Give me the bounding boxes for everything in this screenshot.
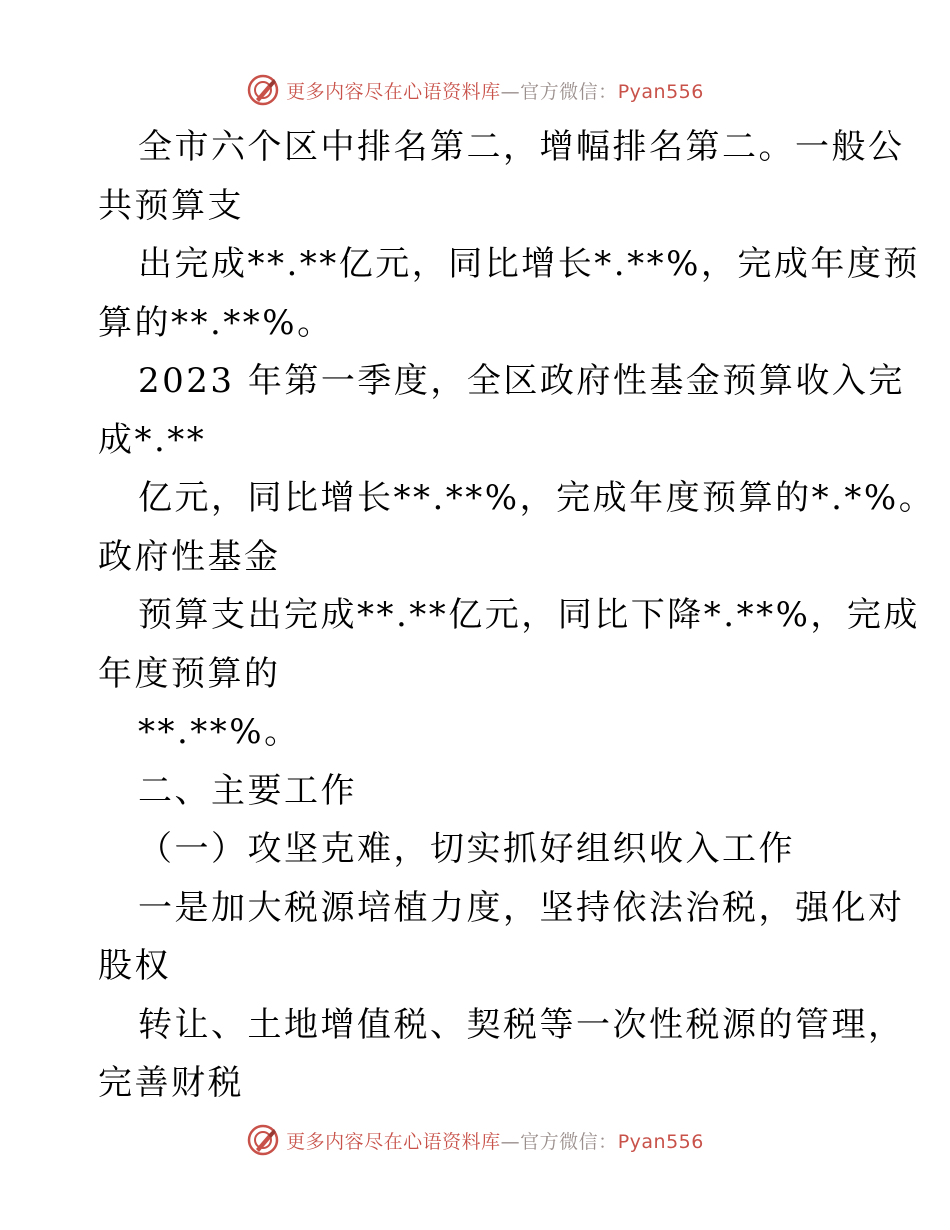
watermark-sub: 官方微信： xyxy=(520,80,618,103)
text-line: 亿元，同比增长**.**%，完成年度预算的*.*%。 xyxy=(138,478,936,518)
pen-logo-icon xyxy=(246,73,280,107)
watermark-text xyxy=(286,77,704,104)
watermark-banner-top xyxy=(0,70,950,110)
text-line: 一是加大税源培植力度，坚持依法治税，强化对 xyxy=(138,887,905,928)
text-line: 全市六个区中排名第二，增幅排名第二。一般公 xyxy=(138,127,905,167)
document-body xyxy=(98,118,936,1113)
text-line: **.**%。 xyxy=(138,712,301,752)
text-line: 完善财税 xyxy=(98,1063,244,1103)
text-line: 算的**.**%。 xyxy=(98,302,334,343)
text-line: 年度预算的 xyxy=(98,653,281,694)
watermark-main: 更多内容尽在心语资料库 xyxy=(286,80,501,103)
watermark-sub: 官方微信： xyxy=(520,1130,618,1153)
text-line: 预算支出完成**.**亿元，同比下降*.**%，完成 xyxy=(138,595,920,635)
text-line: 出完成**.**亿元，同比增长*.**%，完成年度预 xyxy=(138,244,920,284)
text-line: （一）攻坚克难，切实抓好组织收入工作 xyxy=(138,829,795,869)
watermark-banner-bottom xyxy=(0,1120,950,1160)
watermark-text xyxy=(286,1127,704,1154)
text-line: 股权 xyxy=(98,946,171,986)
text-line: 2023 年第一季度，全区政府性基金预算收入完 xyxy=(138,361,905,401)
watermark-dash: — xyxy=(500,1130,521,1153)
text-line: 转让、土地增值税、契税等一次性税源的管理， xyxy=(138,1004,905,1045)
text-line: 共预算支 xyxy=(98,185,244,226)
watermark-main: 更多内容尽在心语资料库 xyxy=(286,1130,501,1153)
text-line: 成*.** xyxy=(98,419,207,460)
text-line: 政府性基金 xyxy=(98,536,281,577)
watermark-handle: Pyan556 xyxy=(617,80,704,103)
watermark-handle: Pyan556 xyxy=(617,1130,704,1153)
watermark-dash: — xyxy=(500,80,521,103)
pen-logo-icon xyxy=(246,1123,280,1157)
text-line: 二、主要工作 xyxy=(138,770,357,811)
